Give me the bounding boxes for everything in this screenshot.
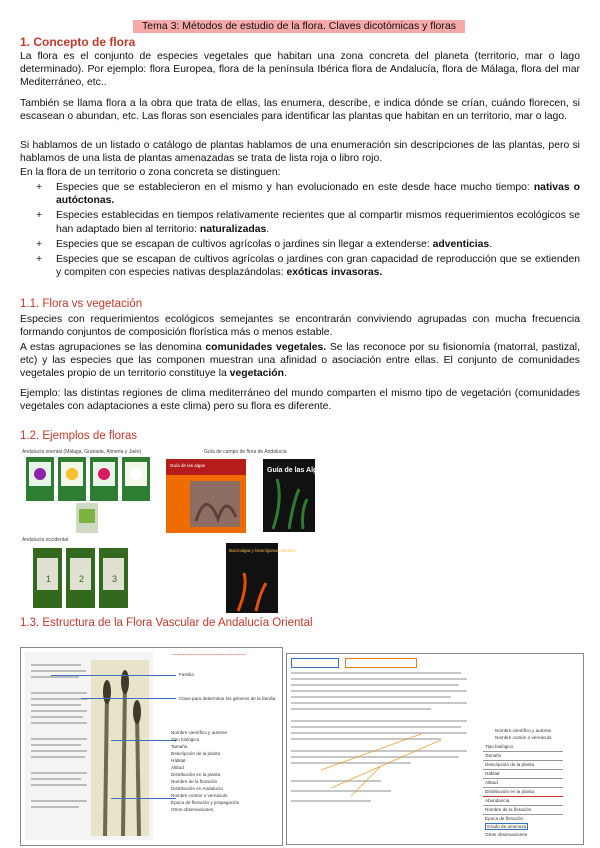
list-item: + Especies establecidas en tiempos relativamente recientes que al compartir mismos requerimientos ecológicos se han adaptado bien al territorio: naturalizadas.	[36, 210, 580, 235]
annotation-scribble: ~~~~~~~~~~~~~~~~~~~~~~~~~~~~	[171, 652, 247, 657]
paragraph-3: Si hablamos de un listado o catálogo de plantas hablamos de una enumeración sin descripciones de las plantas, pero si hablamos de una lista de plantas amenazadas se trata de lista roja o libro rojo.	[20, 140, 580, 165]
book-c-title: Macroalgas y fanerógamas marinas	[229, 548, 296, 553]
label-item: Tamaño	[485, 753, 502, 758]
caption-andalucia-oriental: Andalucía oriental (Málaga, Granada, Almería y Jaén)	[22, 449, 142, 455]
list-item: + Especies que se establecieron en el mismo y han evolucionado en este desde hace mucho tiempo: nativas o autóctonas.	[36, 182, 580, 207]
label-item: Otras observaciones	[485, 832, 528, 837]
label-item: Nombre científico y autores	[495, 728, 551, 733]
volume-3-number: 3	[112, 574, 118, 584]
paragraph-7: Ejemplo: las distintas regiones de clima mediterráneo del mundo comparten el mismo tipo de vegetación (comunidades vegetales con adaptaciones a este clima) pero su flora es diferente.	[20, 388, 580, 413]
label-item: Nombre científico y autores	[171, 730, 227, 735]
volume-2-number: 2	[79, 574, 85, 584]
section-1-3-heading: 1.3. Estructura de la Flora Vascular de Andalucía Oriental	[20, 617, 313, 629]
flora-structure-panel-right	[286, 653, 584, 845]
small-book-image	[76, 503, 98, 533]
books-andalucia-oriental-image	[26, 457, 151, 503]
book-b-title: Guía de las Algas	[267, 467, 326, 474]
caption-andalucia-occidental: Andalucía occidental	[22, 537, 69, 543]
flora-structure-panel-left	[20, 647, 283, 846]
macroalgas-book-image	[226, 543, 278, 613]
label-item: Hábitat	[171, 758, 186, 763]
flora-page-scan-image	[25, 652, 153, 840]
label-item: Grado de amenaza	[487, 824, 527, 829]
paragraph-5: Especies con requerimientos ecológicos semejantes se encontrarán conviviendo agrupadas con mucha frecuencia formando conjuntos de composición florística más o menos estable.	[20, 314, 580, 339]
label-item: Abundancia	[485, 798, 510, 803]
header-box	[291, 658, 339, 668]
label-item: Época de floración	[485, 816, 524, 821]
label-item: Familia	[179, 672, 194, 677]
label-item: Tipo biológico	[171, 737, 200, 742]
volume-1-number: 1	[46, 574, 52, 584]
document-title: Tema 3: Métodos de estudio de la flora. Claves dicotómicas y floras	[133, 20, 465, 33]
species-list	[36, 181, 580, 279]
label-item: Distribución en Andalucía	[171, 786, 223, 791]
label-item: Tamaño	[171, 744, 188, 749]
label-item: Nombre común o vernáculo	[171, 793, 228, 798]
book-a-title: Guía de las algas	[170, 463, 206, 468]
arrow-line	[111, 740, 176, 741]
label-item: Nombre de la floración	[171, 779, 218, 784]
paragraph-2: También se llama flora a la obra que trata de ellas, las enumera, describe, e indica dónde se crían, cuándo florecen, si escasean o abundan, etc. Las floras son esenciales para identificar las plantas que habitan en un territorio, mar o lago.	[20, 98, 580, 123]
label-item: Altitud	[485, 780, 498, 785]
paragraph-6: A estas agrupaciones se las denomina comunidades vegetales. Se las reconoce por su fisionomía (matorral, pastizal, etc) y las especies que las componen muestran una afinidad o asociación entre ellas. El conjunto de comunidades vegetales propio de un territorio constituye la vegetación.	[20, 342, 580, 380]
arrow-line	[51, 675, 176, 676]
section-1-2-heading: 1.2. Ejemplos de floras	[20, 430, 137, 442]
label-item: Hábitat	[485, 771, 500, 776]
caption-guia-campo: Guía de campo de flora de Andalucía	[204, 449, 287, 455]
list-item: + Especies que se escapan de cultivos agrícolas o jardines sin llegar a extenderse: adventicias.	[36, 238, 493, 250]
arrow-line	[81, 698, 176, 699]
label-item: Altitud	[171, 765, 184, 770]
label-item: Distribución en la planta	[485, 789, 535, 794]
label-item: Clave para determinar los géneros de la familia	[179, 696, 276, 701]
paragraph-4: En la flora de un territorio o zona concreta se distinguen:	[20, 167, 281, 178]
label-item: Distribución en la planta	[171, 772, 221, 777]
label-item: Otros observaciones	[171, 807, 214, 812]
label-item: Descripción de la planta	[171, 751, 221, 756]
header-box	[345, 658, 417, 668]
algae-guide-book-image	[166, 459, 246, 533]
arrow-line	[111, 798, 176, 799]
section-1-heading: 1. Concepto de flora	[20, 35, 136, 49]
label-item: Época de floración y propagación	[171, 800, 240, 805]
list-item: + Especies que se escapan de cultivos agrícolas o jardines con gran capacidad de reproducción que se extienden y compiten con especies nativas desplazándolas: exóticas invasoras.	[36, 254, 580, 279]
label-item: Tipo biológico	[485, 744, 514, 749]
label-item: Descripción de la planta	[485, 762, 535, 767]
paragraph-1: La flora es el conjunto de especies vegetales que habitan una zona concreta del planeta (territorio, mar o lago determinado). Por ejemplo: flora Europea, flora de la península Ibérica flora de Andalucía, flora de Málaga, flora del mar Mediterráneo, etc..	[20, 51, 580, 89]
label-item: Nombre de la floración	[485, 807, 532, 812]
species-entry-scan-image	[291, 670, 471, 820]
label-item: Nombre común o vernáculo	[495, 735, 552, 740]
section-1-1-heading: 1.1. Flora vs vegetación	[20, 298, 143, 310]
